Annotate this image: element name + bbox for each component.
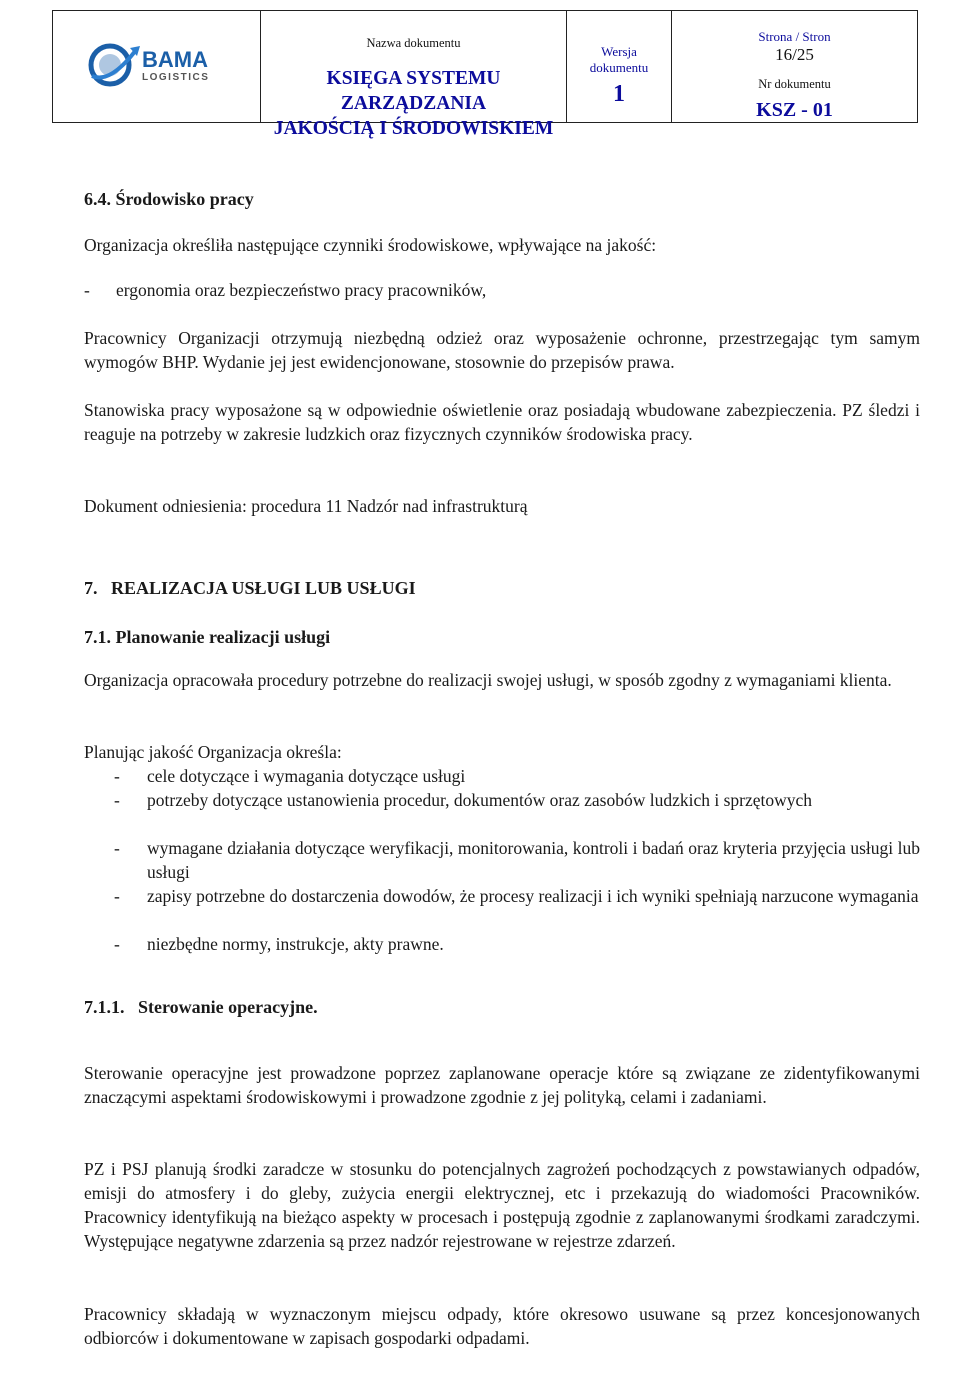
list-dash: - xyxy=(114,790,120,810)
list-item-text: potrzeby dotyczące ustanowienia procedur, dokumentów oraz zasobów ludzkich i sprzętowych xyxy=(147,790,813,810)
page-label: Strona / Stron xyxy=(758,29,831,44)
version-value: 1 xyxy=(613,81,625,107)
list-dash: - xyxy=(114,766,120,786)
document-number-label: Nr dokumentu xyxy=(758,77,831,91)
paragraph: Organizacja określiła następujące czynniki środowiskowe, wpływające na jakość: xyxy=(84,235,657,255)
list-dash: - xyxy=(84,280,90,300)
list-item-text: cele dotyczące i wymagania dotyczące usługi xyxy=(147,766,466,786)
heading-6-4: 6.4. Środowisko pracy xyxy=(84,189,254,209)
paragraph: Pracownicy Organizacji otrzymują niezbędną odzież oraz wyposażenie ochronne, przestrzegając tym samym wymogów BHP. Wydanie jej jest ewidencjonowane, stosownie do przepisów prawa. xyxy=(84,328,920,372)
bama-logistics-logo xyxy=(82,34,232,94)
list-item-text: ergonomia oraz bezpieczeństwo pracy pracowników, xyxy=(116,280,487,300)
page-number: 16/25 xyxy=(775,45,814,64)
list-dash: - xyxy=(114,934,120,954)
list-item xyxy=(84,884,920,908)
list-item-text: zapisy potrzebne do dostarczenia dowodów, że procesy realizacji i ich wyniki spełniają narzucone wymagania xyxy=(147,886,919,906)
list-item xyxy=(84,764,920,788)
document-title-line1: KSIĘGA SYSTEMU ZARZĄDZANIA xyxy=(326,68,501,114)
page-cell xyxy=(672,11,918,123)
version-label-line2: dokumentu xyxy=(589,60,649,75)
list-item xyxy=(84,836,920,884)
list-item-text: niezbędne normy, instrukcje, akty prawne. xyxy=(147,934,444,954)
paragraph: PZ i PSJ planują środki zaradcze w stosunku do potencjalnych zagrożeń pochodzących z powstawianych odpadów, emisji do atmosfery i do gleby, zużycia energii elektrycznej, etc i przekazują do wiadomości Pracowników. Pracownicy identyfikują na bieżąco aspekty w procesach i postępują zgodnie z zaplanowanymi środkami zaradczymi. Występujące negatywne zdarzenia są przez nadzór rejestrowane w rejestrze zdarzeń. xyxy=(84,1159,920,1251)
paragraph: Stanowiska pracy wyposażone są w odpowiednie oświetlenie oraz posiadają wbudowane zabezpieczenia. PZ śledzi i reaguje na potrzeby w zakresie ludzkich oraz fizycznych czynników środowiska pracy. xyxy=(84,400,920,444)
version-label-line1: Wersja xyxy=(601,44,637,59)
document-name-cell xyxy=(261,11,567,139)
heading-7: 7. REALIZACJA USŁUGI LUB USŁUGI xyxy=(84,578,416,598)
list-item xyxy=(84,278,486,302)
paragraph: Dokument odniesienia: procedura 11 Nadzór nad infrastrukturą xyxy=(84,496,528,516)
paragraph: Pracownicy składają w wyznaczonym miejscu odpady, które okresowo usuwane są przez koncesjonowanych odbiorców i dokumentowane w zapisach gospodarki odpadami. xyxy=(84,1304,920,1348)
svg-text:BAMA: BAMA xyxy=(141,47,208,72)
document-number: KSZ - 01 xyxy=(756,99,833,121)
svg-text:LOGISTICS: LOGISTICS xyxy=(141,72,209,83)
logo-cell xyxy=(53,11,261,123)
version-cell xyxy=(567,11,672,123)
paragraph: Organizacja opracowała procedury potrzebne do realizacji swojej usługi, w sposób zgodny z wymaganiami klienta. xyxy=(84,670,892,690)
list-dash: - xyxy=(114,886,120,906)
document-name-label: Nazwa dokumentu xyxy=(366,36,461,50)
heading-7-1: 7.1. Planowanie realizacji usługi xyxy=(84,627,331,647)
heading-7-1-1: 7.1.1. Sterowanie operacyjne. xyxy=(84,997,318,1017)
paragraph: Planując jakość Organizacja określa: xyxy=(84,742,342,762)
paragraph: Sterowanie operacyjne jest prowadzone poprzez zaplanowane operacje które są związane ze zidentyfikowanymi znaczącymi aspektami środowiskowymi i prowadzone zgodnie z jej polityką, celami i zadaniami. xyxy=(84,1063,920,1107)
list-item-text: wymagane działania dotyczące weryfikacji, monitorowania, kontroli i badań oraz kryteria przyjęcia usługi lub usługi xyxy=(147,838,920,882)
document-title xyxy=(261,66,566,141)
list-item xyxy=(84,788,920,812)
document-header xyxy=(52,10,918,139)
version-label xyxy=(567,44,671,76)
list-dash: - xyxy=(114,838,120,858)
list-item xyxy=(84,932,920,956)
document-title-line2: JAKOŚCIĄ I ŚRODOWISKIEM xyxy=(273,118,554,139)
